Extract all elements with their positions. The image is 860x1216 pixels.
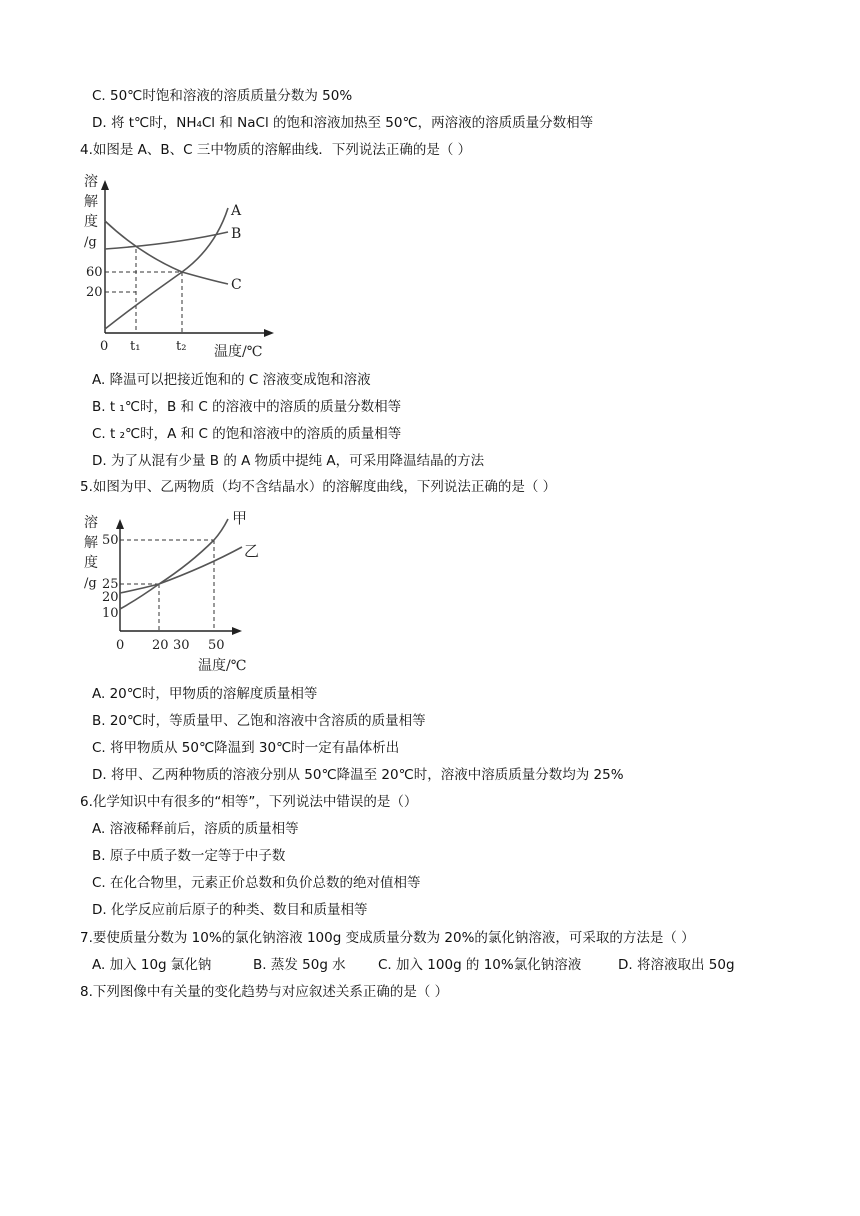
y-axis-arrow xyxy=(116,519,124,529)
curve-a xyxy=(105,208,228,329)
x-axis-label: 温度/℃ xyxy=(198,658,247,674)
x-axis-arrow xyxy=(264,329,274,337)
series-label-jia: 甲 xyxy=(232,509,248,527)
x-tick-30: 30 xyxy=(173,638,190,653)
q4-option-b: B. t ₁℃时，B 和 C 的溶液中的溶质的质量分数相等 xyxy=(92,399,402,415)
y-tick-25: 25 xyxy=(102,577,119,592)
series-label-a: A xyxy=(231,203,242,219)
x-tick-20: 20 xyxy=(152,638,169,653)
q6-option-d: D. 化学反应前后原子的种类、数目和质量相等 xyxy=(92,902,368,918)
q5-option-c: C. 将甲物质从 50℃降温到 30℃时一定有晶体析出 xyxy=(92,740,400,756)
question-4-stem: 4.如图是 A、B、C 三中物质的溶解曲线．下列说法正确的是（ ） xyxy=(80,142,472,158)
y-tick-10: 10 xyxy=(102,606,119,621)
q5-option-d: D. 将甲、乙两种物质的溶液分别从 50℃降温至 20℃时，溶液中溶质质量分数均为 25% xyxy=(92,767,624,783)
prev-option-c: C. 50℃时饱和溶液的溶质质量分数为 50% xyxy=(92,88,353,104)
y-axis-label-line4: /g xyxy=(84,576,97,591)
curve-yi xyxy=(120,547,242,593)
y-axis-arrow xyxy=(101,180,109,190)
series-label-c: C xyxy=(231,277,242,293)
x-axis-arrow xyxy=(232,627,242,635)
q5-option-b: B. 20℃时，等质量甲、乙饱和溶液中含溶质的质量相等 xyxy=(92,713,426,729)
question-7-stem: 7.要使质量分数为 10%的氯化钠溶液 100g 变成质量分数为 20%的氯化钠溶液，可采取的方法是（ ） xyxy=(80,930,695,946)
y-axis-label-line3: 度 xyxy=(84,555,98,571)
x-tick-0: 0 xyxy=(100,339,109,354)
curve-c xyxy=(105,221,228,284)
y-axis-label-line3: 度 xyxy=(84,214,98,230)
y-tick-60: 60 xyxy=(86,265,103,280)
q7-option-c: C. 加入 100g 的 10%氯化钠溶液 xyxy=(378,957,582,973)
q7-option-a: A. 加入 10g 氯化钠 xyxy=(92,957,212,973)
curve-b xyxy=(105,232,228,249)
y-axis-label-line1: 溶 xyxy=(84,174,98,190)
x-tick-0: 0 xyxy=(116,638,125,653)
prev-option-d: D. 将 t℃时，NH₄Cl 和 NaCl 的饱和溶液加热至 50℃，两溶液的溶质质量分数相等 xyxy=(92,115,594,131)
y-axis-label-line2: 解 xyxy=(84,194,98,210)
solubility-chart-jia-yi xyxy=(80,505,270,680)
q7-option-b: B. 蒸发 50g 水 xyxy=(253,957,346,973)
q4-option-d: D. 为了从混有少量 B 的 A 物质中提纯 A，可采用降温结晶的方法 xyxy=(92,453,485,469)
solubility-chart-abc xyxy=(80,168,280,368)
q7-options-row xyxy=(92,955,735,975)
y-tick-20: 20 xyxy=(102,590,119,605)
x-tick-t1: t₁ xyxy=(130,339,141,354)
q5-option-a: A. 20℃时，甲物质的溶解度质量相等 xyxy=(92,686,318,702)
y-axis-label-line1: 溶 xyxy=(84,515,98,531)
x-tick-t2: t₂ xyxy=(176,339,187,354)
y-tick-20: 20 xyxy=(86,285,103,300)
curve-jia xyxy=(120,519,228,609)
question-5-stem: 5.如图为甲、乙两物质（均不含结晶水）的溶解度曲线，下列说法正确的是（ ） xyxy=(80,479,557,495)
q6-option-a: A. 溶液稀释前后，溶质的质量相等 xyxy=(92,821,299,837)
q4-option-a: A. 降温可以把接近饱和的 C 溶液变成饱和溶液 xyxy=(92,372,371,388)
series-label-b: B xyxy=(231,226,242,242)
question-8-stem: 8.下列图像中有关量的变化趋势与对应叙述关系正确的是（ ） xyxy=(80,984,449,1000)
q6-option-b: B. 原子中质子数一定等于中子数 xyxy=(92,848,286,864)
question-6-stem: 6.化学知识中有很多的“相等”，下列说法中错误的是（） xyxy=(80,794,418,810)
x-tick-50: 50 xyxy=(208,638,225,653)
q6-option-c: C. 在化合物里，元素正价总数和负价总数的绝对值相等 xyxy=(92,875,421,891)
series-label-yi: 乙 xyxy=(244,542,260,560)
y-axis-label-line2: 解 xyxy=(84,535,98,551)
q7-option-d: D. 将溶液取出 50g xyxy=(618,957,735,973)
x-axis-label: 温度/℃ xyxy=(214,344,263,360)
q4-option-c: C. t ₂℃时，A 和 C 的饱和溶液中的溶质的质量相等 xyxy=(92,426,402,442)
y-axis-label-line4: /g xyxy=(84,235,97,250)
y-tick-50: 50 xyxy=(102,533,119,548)
